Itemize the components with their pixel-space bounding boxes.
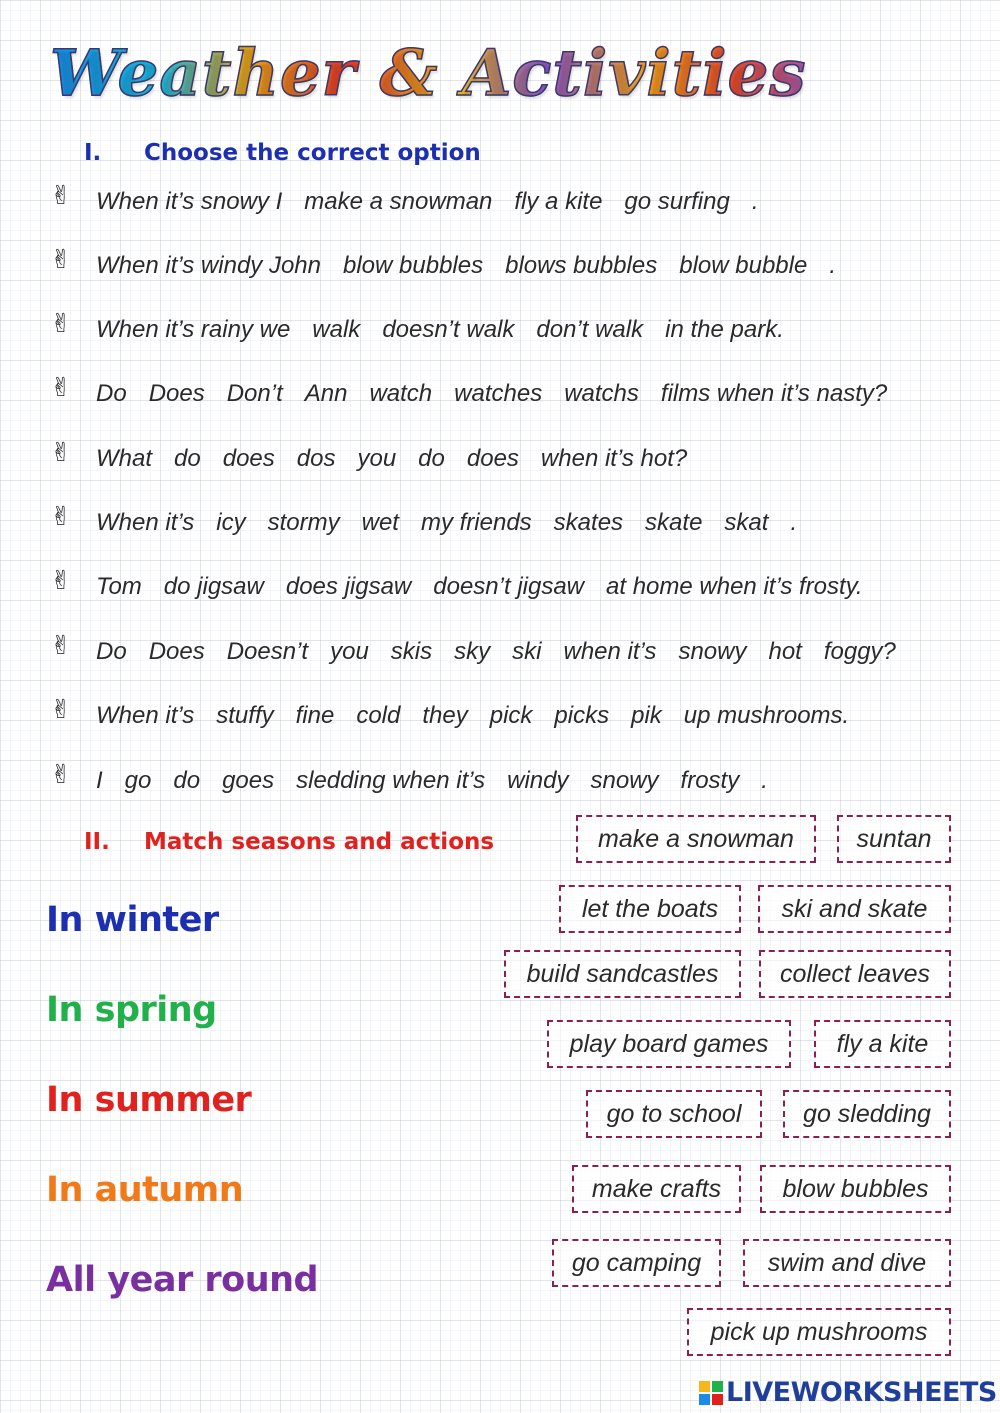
- section-1-number: I.: [84, 140, 102, 166]
- section-1-title: Choose the correct option: [144, 140, 481, 166]
- section-2-heading: [84, 829, 494, 855]
- victory-hand-icon: ✌: [50, 438, 72, 468]
- question-word: sky: [454, 638, 491, 665]
- question-word: doesn’t walk: [382, 316, 515, 343]
- question-word: dos: [296, 445, 336, 472]
- question-word: do jigsaw: [163, 573, 264, 600]
- question-word: icy: [216, 509, 246, 536]
- question-word: Do: [96, 638, 127, 665]
- question-word: cold: [356, 702, 401, 729]
- question-word: pick: [489, 702, 533, 729]
- section-2-title: Match seasons and actions: [144, 829, 495, 855]
- question-row: [50, 631, 970, 673]
- question-row: [50, 502, 970, 544]
- action-chip[interactable]: build sandcastles: [504, 950, 741, 998]
- victory-hand-icon: ✌: [50, 695, 72, 725]
- action-chip[interactable]: fly a kite: [814, 1020, 951, 1068]
- question-word: I: [96, 767, 103, 794]
- action-chip[interactable]: blow bubbles: [760, 1165, 951, 1213]
- question-word: watch: [369, 380, 433, 407]
- question-word: fly a kite: [514, 188, 603, 215]
- question-word: films when it’s nasty?: [660, 380, 888, 407]
- question-text: [96, 766, 768, 796]
- question-word: When it’s: [96, 702, 195, 729]
- action-chip[interactable]: pick up mushrooms: [687, 1308, 951, 1356]
- question-word: windy: [507, 767, 569, 794]
- question-word: foggy?: [823, 638, 896, 665]
- question-word: fine: [295, 702, 335, 729]
- question-word: go: [124, 767, 152, 794]
- question-text: [96, 508, 797, 538]
- question-word: you: [330, 638, 369, 665]
- victory-hand-icon: ✌: [50, 245, 72, 275]
- question-word: Doesn’t: [226, 638, 309, 665]
- question-row: [50, 760, 970, 802]
- footer-brand-text: LIVEWORKSHEETS: [726, 1377, 997, 1408]
- liveworksheets-logo-icon: [698, 1380, 724, 1406]
- question-text: [96, 315, 784, 345]
- action-chip[interactable]: play board games: [547, 1020, 791, 1068]
- question-word: When it’s windy John: [96, 252, 321, 279]
- season-label: In summer: [46, 1080, 252, 1120]
- question-row: [50, 181, 970, 223]
- question-word: Ann: [304, 380, 348, 407]
- question-word: skate: [645, 509, 703, 536]
- question-word: do: [174, 445, 201, 472]
- action-chip[interactable]: ski and skate: [758, 885, 951, 933]
- question-word: my friends: [420, 509, 532, 536]
- question-word: watches: [454, 380, 543, 407]
- question-word: does: [466, 445, 519, 472]
- question-word: skis: [390, 638, 433, 665]
- section-2-number: II.: [84, 829, 110, 855]
- action-chip[interactable]: make a snowman: [576, 815, 816, 863]
- season-label: All year round: [46, 1260, 319, 1300]
- action-chip[interactable]: go to school: [586, 1090, 762, 1138]
- question-word: make a snowman: [304, 188, 493, 215]
- action-chip[interactable]: go camping: [552, 1239, 721, 1287]
- question-row: [50, 695, 970, 737]
- victory-hand-icon: ✌: [50, 631, 72, 661]
- question-row: [50, 245, 970, 287]
- question-word: in the park.: [665, 316, 784, 343]
- question-text: [96, 572, 863, 602]
- victory-hand-icon: ✌: [50, 760, 72, 790]
- question-word: When it’s: [96, 509, 195, 536]
- question-word: Does: [148, 638, 205, 665]
- question-word: .: [761, 767, 768, 794]
- action-chip[interactable]: swim and dive: [743, 1239, 951, 1287]
- season-label: In autumn: [46, 1170, 244, 1210]
- victory-hand-icon: ✌: [50, 309, 72, 339]
- question-word: picks: [554, 702, 610, 729]
- action-chip[interactable]: make crafts: [572, 1165, 741, 1213]
- question-word: What: [96, 445, 153, 472]
- question-word: blow bubbles: [343, 252, 484, 279]
- victory-hand-icon: ✌: [50, 502, 72, 532]
- victory-hand-icon: ✌: [50, 181, 72, 211]
- question-word: pik: [631, 702, 662, 729]
- question-word: do: [173, 767, 201, 794]
- action-chip[interactable]: let the boats: [559, 885, 741, 933]
- question-word: .: [829, 252, 836, 279]
- question-word: .: [790, 509, 798, 536]
- question-word: don’t walk: [536, 316, 644, 343]
- question-word: at home when it’s frosty.: [606, 573, 863, 600]
- question-word: when it’s: [563, 638, 657, 665]
- question-word: watchs: [564, 380, 639, 407]
- question-word: doesn’t jigsaw: [433, 573, 585, 600]
- question-row: [50, 438, 970, 480]
- question-word: blow bubble: [679, 252, 808, 279]
- question-row: [50, 309, 970, 351]
- question-word: you: [357, 445, 397, 472]
- question-word: Does: [148, 380, 205, 407]
- question-word: does jigsaw: [285, 573, 412, 600]
- footer-brand: [698, 1376, 998, 1412]
- question-word: When it’s snowy I: [96, 188, 283, 215]
- question-word: When it’s rainy we: [96, 316, 291, 343]
- question-word: walk: [312, 316, 361, 343]
- question-text: [96, 187, 759, 217]
- question-word: skat: [724, 509, 769, 536]
- question-word: they: [422, 702, 468, 729]
- question-word: ski: [512, 638, 542, 665]
- question-word: skates: [553, 509, 624, 536]
- question-word: stormy: [267, 509, 340, 536]
- question-word: does: [222, 445, 275, 472]
- question-word: blows bubbles: [505, 252, 658, 279]
- worksheet-title: Weather & Activities: [50, 34, 950, 114]
- action-chip[interactable]: go sledding: [783, 1090, 951, 1138]
- question-row: [50, 373, 970, 415]
- question-word: Tom: [96, 573, 142, 600]
- question-word: snowy: [590, 767, 659, 794]
- question-word: hot: [768, 638, 802, 665]
- victory-hand-icon: ✌: [50, 373, 72, 403]
- question-word: wet: [361, 509, 399, 536]
- question-text: [96, 379, 887, 409]
- season-label: In spring: [46, 990, 217, 1030]
- question-text: [96, 637, 896, 667]
- question-word: do: [418, 445, 445, 472]
- question-word: snowy: [678, 638, 747, 665]
- question-word: .: [751, 188, 759, 215]
- question-word: when it’s hot?: [540, 445, 688, 472]
- action-chip[interactable]: collect leaves: [759, 950, 951, 998]
- question-word: go surfing: [624, 188, 730, 215]
- victory-hand-icon: ✌: [50, 566, 72, 596]
- question-text: [96, 701, 849, 731]
- question-text: [96, 251, 836, 281]
- question-word: up mushrooms.: [683, 702, 850, 729]
- action-chip[interactable]: suntan: [837, 815, 951, 863]
- question-text: [96, 444, 687, 474]
- section-1-heading: [84, 140, 481, 166]
- question-word: stuffy: [216, 702, 274, 729]
- question-word: Don’t: [226, 380, 283, 407]
- question-word: sledding when it’s: [296, 767, 486, 794]
- question-row: [50, 566, 970, 608]
- season-label: In winter: [46, 900, 219, 940]
- question-word: frosty: [680, 767, 740, 794]
- question-word: Do: [96, 380, 127, 407]
- question-word: goes: [222, 767, 275, 794]
